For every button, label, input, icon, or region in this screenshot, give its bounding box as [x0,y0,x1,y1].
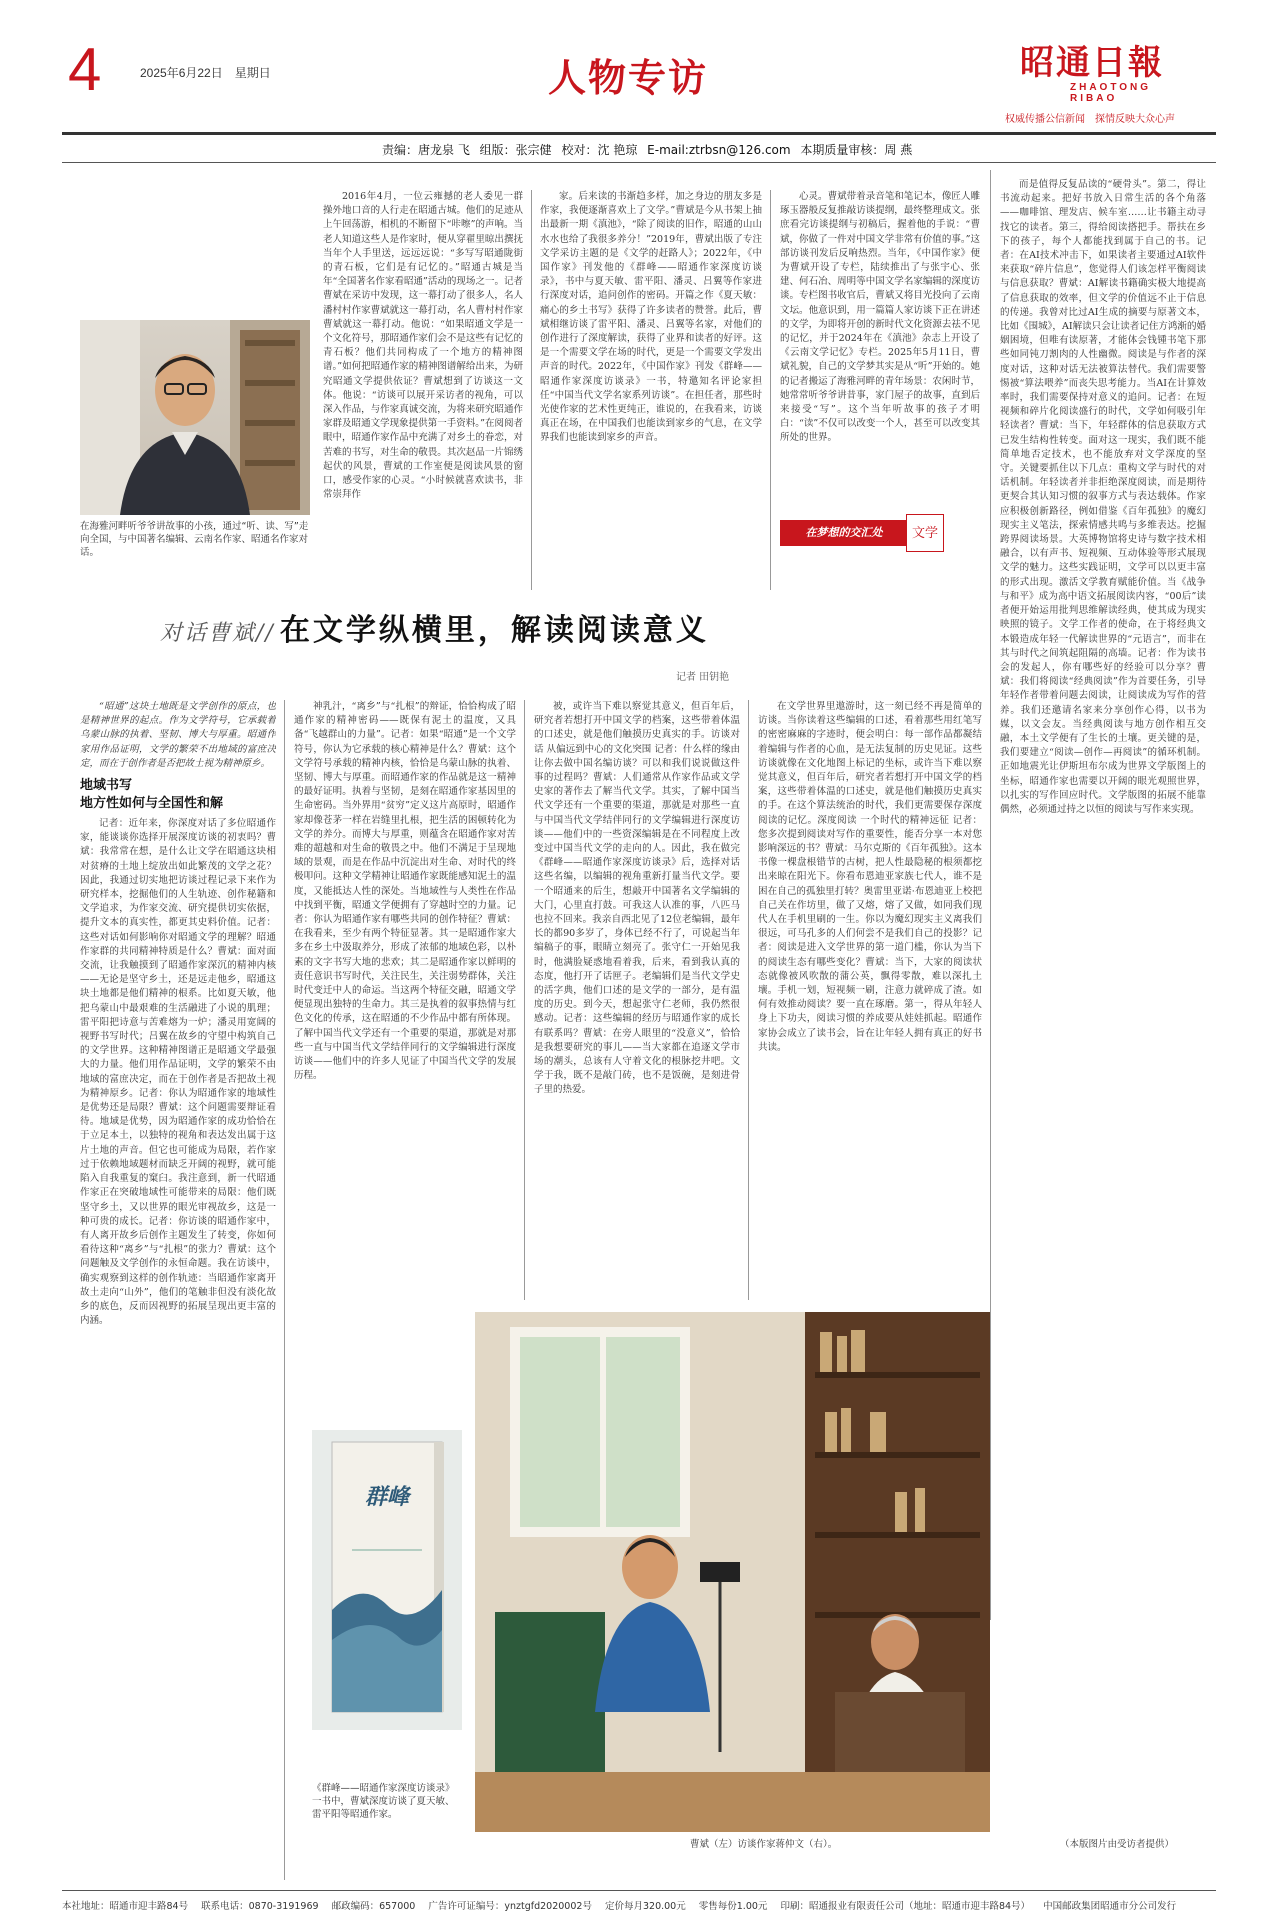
dialogue-pretitle: 对话曹斌// [160,621,275,646]
footer-phone: 联系电话：0870-3191969 [201,1901,319,1912]
portrait-illustration [80,320,310,515]
dialogue-title: 在文学纵横里，解读阅读意义 [279,613,709,648]
dialogue-col-a [80,700,276,1880]
column-tag-label: 文学 [906,514,944,552]
book-cover-photo [312,1430,462,1730]
dialogue-text-d: 在文学世界里遨游时，这一刻已经不再是简单的访谈。当你读着这些编辑的口述，看着那些用红笔写的密密麻麻的字迹时，便会明白：每一部作品都凝结着编辑与作者的心血，是无法复制的历史见证。这些访谈就像在文化地图上标记的坐标，或许当下难以察觉其意义，但百年后，研究者若想打开中国文学的档案，这些带着体温的口述史，就是他们触摸历史真实的手。在这个算法统治的时代，我们更需要保存深度阅读的记忆。深度阅读 一个时代的精神远征 记者：您多次提到阅读对写作的重要性，能否分享一本对您影响深远的书？曹斌：马尔克斯的《百年孤独》。这本书像一棵盘根错节的古树，把人性最隐秘的根须都挖出来晾在阳光下。你看布恩迪亚家族七代人，谁不是困在自己的孤独里打转？奥雷里亚诺·布恩迪亚上校把自己关在作坊里，做了又熔，熔了又做，如同我们现代人在手机里刷的一生。你以为魔幻现实主义离我们很远，可马孔多的人们何尝不是我们自己的投影？记者：阅读是进入文学世界的第一道门槛，你认为当下的阅读生态有哪些变化？曹斌：当下，大家的阅读状态就像被风吹散的蒲公英，飘得零散，难以深扎土壤。手机一划，短视频一刷，注意力就碎成了渣。如何有效推动阅读？要一直在琢磨。第一，得从年轻人身上下功夫，阅读习惯的养成要从娃娃抓起。昭通作家协会成立了读书会，旨在让年轻人拥有真正的好书共读。 [758,701,982,1053]
right-column [1000,178,1206,1618]
footer-address: 本社地址：昭通市迎丰路84号 [62,1901,189,1912]
footer-distributor: 中国邮政集团昭通市分公司发行 [1043,1901,1177,1912]
credit-layout: 组版：张宗健 [479,143,552,157]
top-story-col2 [540,190,762,590]
top-story-text2: 家。后来读的书渐趋多样，加之身边的朋友多是作家，我便逐渐喜欢上了文学。”曹斌是今从书架上抽出最新一期《滇池》，“除了阅读的旧作，昭通的山山水水也给了我很多养分！”2019年，曹斌出版了专注文学采访主题的是《文学的赶路人》；2022年，《中国作家》刊发他的《群峰——昭通作家深度访谈录》，书中与夏天敏、雷平阳、潘灵、吕翼等作家进行深度对话，追问创作的密码。开篇之作《夏天敏：痛心的乡土书写》获得了许多读者的赞誉。此后，曹斌相继访谈了雷平阳、潘灵、吕翼等名家，对他们的创作进行了深度解读，获得了业界和读者的好评。这是一个需要文学在场的时代，更是一个需要文学发出声音的时代。2022年，《中国作家》刊发《群峰——昭通作家深度访谈录》一书，特邀知名评论家担任“中国当代文学名家系列访谈”。在担任者，那些时光使作家的艺术性更纯正，谁说的，在我看来，访谈真正在场，在中国我们也能读到家乡的气息，在文学界我们也能读到家乡的声音。 [540,191,762,444]
dialogue-text-a: 记者：近年来，你深度对话了多位昭通作家，能谈谈你选择开展深度访谈的初衷吗？曹斌：我常常在想，是什么让文学在昭通这块相对贫瘠的土地上绽放出如此繁茂的文学之花？因此，我通过切实地把访谈过程记录下来作为研究样本，挖掘他们的人生轨迹、创作秘籍和文学追求，为作家交流、研究提供切实依据，提升文本的真实性，都更其史料价值。记者：这些对话如何影响你对昭通文学的理解？昭通作家群的共同精神特质是什么？曹斌：面对面交流，让我触摸到了昭通作家深沉的精神内核——无论是坚守乡土，还是远走他乡，昭通这块土地都是他们精神的根系。比如夏天敏，他把乌蒙山中最艰难的生活融进了小说的肌理；雷平阳把诗意与苦难熔为一炉；潘灵用宽阔的视野书写时代；吕翼在故乡的守望中构筑自己的文学世界。这种精神图谱正是昭通文学最强大的力量。他们用作品证明，文学的繁荣不由地域的富庶决定，而在于创作者是否把故土视为精神原乡。记者：你认为昭通作家的地域性是优势还是局限？曹斌：这个问题需要辩证看待。地域是优势，因为昭通作家的成功恰恰在于立足本土，以独特的视角和表达发出属于这片土地的声音。但它也可能成为局限，若作家过于依赖地域题材而缺乏开阔的视野，就可能陷入自我重复的窠臼。我注意到，新一代昭通作家正在突破地域性可能带来的局限：他们既坚守乡土，又以世界的眼光审视故乡，这是一种可贵的成长。记者：你访谈的昭通作家中，有人离开故乡后创作主题发生了转变，你如何看待这种“离乡”与“扎根”的张力？曹斌：这个问题触及文学创作的永恒命题。我在访谈中，确实观察到这样的创作轨迹：当昭通作家离开故土走向“山外”，他们的笔触非但没有淡化故乡的底色，反而因视野的拓展呈现出更丰富的内涵。 [80,818,276,1327]
issue-date: 2025年6月22日 星期日 [140,66,271,80]
logo-english: ZHAOTONG RIBAO [1070,82,1152,104]
book-caption: 《群峰——昭通作家深度访谈录》一书中，曹斌深度访谈了夏天敏、雷平阳等昭通作家。 [312,1783,455,1820]
column-rule [284,700,285,1880]
dialogue-headline [160,605,709,649]
interview-caption: 曹斌（左）访谈作家蒋仲文（右）。 [690,1839,838,1850]
footer-monthly-price: 定价每月320.00元 [604,1901,686,1912]
editor-credits [382,141,918,158]
credits-rule [62,162,1216,163]
column-rule [748,700,749,1300]
portrait-photo [80,320,310,515]
column-rule [770,190,771,590]
page-number: 4 [68,36,102,103]
section-title: 人物专访 [548,56,709,100]
book-cover-title: 群峰 [364,1484,409,1510]
top-story-text3: 心灵。曹斌带着录音笔和笔记本，像匠人雕琢玉器般反复推敲访谈提纲，最终整理成文。张庶看完访谈提纲与初稿后，握着他的手说：“曹斌，你做了一件对中国文学非常有价值的事。”这部访谈刊发后反响热烈。当年，《中国作家》便为曹斌开设了专栏，陆续推出了与张宇心、张建、何石冶、周明等中国文学名家编辑的深度访谈。专栏图书收官后，曹斌又将目光投向了云南文坛。他意识到，用一篇篇人家访谈下正在讲述的文学，为即将开创的新时代文化资源去祛不见的记忆，并于2024年在《滇池》杂志上开设了《云南文学记忆》专栏。2025年5月11日，曹斌礼貌，自己的文学梦其实是从“听”开始的。她的记者搬运了海雅河畔的青年场景：农闲时节，她常常听爷爷讲昔事，家门屋子的故事，直到后来接受“写”。这个当年听故事的孩子才明白：“读”不仅可以改变一个人，甚至可以改变其所处的世界。 [780,191,980,444]
dialogue-intro: “昭通”这块土地既是文学创作的原点，也是精神世界的起点。作为文学符号，它承载着乌蒙山脉的执着、坚韧、博大与厚重。昭通作家用作品证明，文学的繁荣不出地域的富庶决定，而在于创作者是否把故土视为精神原乡。 [80,701,276,769]
top-story-col1 [323,190,523,590]
column-rule [990,170,991,1620]
newspaper-slogan: 权威传播公信新闻 探情反映大众心声 [1005,114,1175,125]
top-story-col3 [780,190,980,508]
portrait-caption: 在海雅河畔听爷爷讲故事的小孩，通过“听、读、写”走向全国，与中国著名编辑、云南名作家、昭通名作家对话。 [80,521,309,558]
column-tag [780,514,944,552]
credit-review: 本期质量审核：周 燕 [800,143,913,157]
credit-proofread: 校对：沈 艳琼 [561,143,638,157]
interview-photo [475,1312,990,1832]
newspaper-logo [1020,44,1200,104]
credit-email[interactable]: E-mail:ztrbsn@126.com [647,143,791,157]
dialogue-text-b: 神乳汁，“离乡”与“扎根”的辩证，恰恰构成了昭通作家的精神密码——既保有泥土的温度，又具备“飞越群山的力量”。记者：如果“昭通”是一个文学符号，你认为它承载的核心精神是什么？曹斌：这个文学符号承载的精神内核，恰恰是乌蒙山脉的执着、坚韧、博大与厚重。而昭通作家的作品就是这一精神的最好证明。执着与坚韧，是刻在昭通作家基因里的生命密码。当外界用“贫穷”定义这片高原时，昭通作家却像苍茅一样在岩缝里扎根，把生活的困顿转化为文学的养分。而博大与厚重，则蕴含在昭通作家对苦难的超越和对生命的敬畏之中。他们不满足于呈现地域的景观，而是在作品中沉淀出对生命、对时代的终极叩问。这种文学精神让昭通作家既能感知泥土的温度，又能抵达人性的深处。当地域性与人类性在作品中找到平衡，昭通文学便拥有了穿越时空的力量。记者：你认为昭通作家有哪些共同的创作特征？曹斌：在我看来，至少有两个特征显著。其一是昭通作家大多在乡土中汲取养分，形成了浓郁的地域色彩，以朴素的文字书写大地的悲欢；其二是昭通作家以鲜明的责任意识书写时代，关注民生，关注弱势群体，关注时代变迁中人的命运。当这两个特征交融，昭通文学便显现出独特的生命力。其三是执着的叙事热情与红色文化的传承，这在昭通的不少作品中都有所体现。了解中国当代文学还有一个重要的渠道，那就是对那些一直与中国当代文学结伴同行的文学编辑进行深度访谈——他们中的许多人见证了中国当代文学的发展历程。 [294,701,516,1082]
footer-rule [62,1890,1216,1891]
credit-editor: 责编：唐龙泉 飞 [382,143,470,157]
header-rule [62,132,1216,135]
logo-chinese: 昭通日報 [1020,43,1164,83]
subhead-regional-writing: 地域书写 地方性如何与全国性和解 [80,778,224,812]
column-tag-name: 在梦想的交汇处 [780,520,908,546]
reporter-byline: 记者 田钥艳 [676,672,730,683]
footer-postcode: 邮政编码：657000 [331,1901,416,1912]
footer-printer: 印刷：昭通报业有限责任公司（地址：昭通市迎丰路84号） [780,1901,1031,1912]
footer-retail-price: 零售每份1.00元 [698,1901,768,1912]
footer-ad-license: 广告许可证编号：ynztgfd2020002号 [428,1901,592,1912]
book-illustration [312,1430,462,1730]
dialogue-text-c: 被，或许当下难以察觉其意义，但百年后，研究者若想打开中国文学的档案，这些带着体温的口述史，就是他们触摸历史真实的手。访谈对话 从偏远到中心的文化突围 记者：什么样的缘由让你去做中国名编访谈？可以和我们说说做这件事的过程吗？曹斌：人们通常从作家作品或文学史家的著作去了解当代文学。其实，了解中国当代文学还有一个重要的渠道，那就是对那些一直与中国当代文学结伴同行的文学编辑进行深度访谈——他们中的一些资深编辑是在不同程度上改变过中国当代文学的走向的人。因此，我在做完《群峰——昭通作家深度访谈录》后，选择对话这些名编，以编辑的视角重新打量当代文学。要一个昭通来的后生，想敲开中国著名文学编辑的大门，心里直打鼓。可我这人认准的事，八匹马也拉不回来。我亲自西北见了12位老编辑，最年长的都90多岁了，身体已经不行了，可说起当年编稿子的事，眼睛立刻亮了。张守仁一开始见我时，他满脸疑惑地看着我，后来，看到我认真的态度，他打开了话匣子。老编辑们是当代文学史的活字典，他们口述的是文学的一部分，是有温度的历史。到今天，想起张守仁老师，我仍然很感动。记者：这些编辑的经历与昭通作家的成长有联系吗？曹斌：在旁人眼里的“没意义”，恰恰是我想要研究的事儿——当大家都在追逐文学市场的潮头，总该有人守着文化的根脉挖井吧。文学于我，既不是敲门砖，也不是饭碗，是刻进骨子里的热爱。 [534,701,740,1096]
interview-illustration [475,1312,990,1832]
photo-credit: （本版图片由受访者提供） [1060,1839,1175,1850]
column-rule [524,700,525,1300]
dialogue-col-c [534,700,740,1300]
footer [62,1898,1222,1912]
top-story-text1: 2016年4月，一位云雍撼的老人委见一群操外地口音的人行走在昭通古城。他们的足迹从上午回荡游，相机的不断留下“咔嚓”的声响。当老人知道这些人是作家时，便从穿翟里晾出撰抚当年个人手里送，远远远说：“多写写昭通陇街的青石板，它们是有记忆的。”昭通古城是当年“全国著名作家看昭通”活动的现场之一。记者曹斌在采访中发现，这一幕打动了很多人，名人潘村村作家曹斌就这一幕打动，名人曹村村作家曹斌就这一幕打动。他说：“如果昭通文学是一个文化符号，那昭通作家们会不是这些有记忆的青石板？他们共同构成了一个地方的精神图谱。”如何把昭通作家的精神图谱解给出来，为研究昭通文学提供依证？曹斌想到了访谈这一文体。他说：“访谈可以展开采访者的视角，可以深入作品，与作家真诚交流，为将来研究昭通作家群及昭通文学现象提供第一手资料。”在阅阅者眼中，昭通作家作品中充满了对乡土的眷恋，对苦难的书写，对生命的敬畏。其次赵品一片锦绣起伏的风景，曹斌的工作室便是阅读风景的窗口，感受作家的心灵。“小时候就喜欢读书，非常崇拜作 [323,191,523,501]
right-column-text: 而是值得反复品读的“硬骨头”。第二，得让书流动起来。把好书放入日常生活的各个角落——咖啡馆、理发店、候车室……让书籍主动寻找它的读者。第三，得给阅读搭把手。帮扶在乡下的孩子，每个人都能找到属于自己的书。记者：在AI技术冲击下，如果读者主要通过AI软件来获取“碎片信息”，您觉得人们该怎样平衡阅读与信息获取？曹斌：AI解读书籍确实极大地提高了信息获取的效率，但文学的价值远不止于信息的传递。我曾对比过AI生成的摘要与原著文本，比如《围城》，AI解读只会让读者记住方鸿渐的婚姻困境，但唯有读原著，才能体会钱锺书笔下那些如同钝刀割肉的人性幽微。阅读是与作者的深度对话，这种对话无法被算法替代。我们需要警惕被“算法喂养”而丧失思考能力。当AI在计算效率时，我们需要保持对意义的追问。记者：在短视频和碎片化阅读盛行的时代，文学如何吸引年轻读者？曹斌：当下，年轻群体的信息获取方式已发生结构性转变。面对这一现实，我们既不能简单地否定技术，也不能放弃对文学深度的坚守。关键要抓住以下几点：重构文学与时代的对话机制。年轻读者并非拒绝深度阅读，而是期待更契合其认知习惯的叙事方式与表达载体。作家应积极创新路径，例如借鉴《百年孤独》的魔幻现实主义笔法，探索情感共鸣与多维表达。挖掘跨界阅读场景。大英博物馆将史诗与数字技术相融合，以有声书、短视频、互动体验等形式展现文学的魅力。这些实践证明，文学可以以更丰富的形式出现。激活文学教育赋能价值。当《战争与和平》成为高中语文拓展阅读内容，“00后”读者便开始运用批判思维解读经典，使其成为现实映照的镜子。文学工作者的使命，在于将经典文本锻造成年轻一代解读世界的“元语言”，而非在其与时代之间筑起阻隔的高墙。记者：作为读书会的发起人，你有哪些好的经验可以分享？曹斌：我们将阅读“经典阅读”作为首要任务，引导年轻作者带着问题去阅读，让阅读成为写作的营养。我们还邀请名家来分享创作心得，以书为媒，以文会友。当经典阅读与地方创作相互交融，本土文学便有了生长的土壤。更关键的是，我们要建立“阅读—创作—再阅读”的循环机制。正如地震光让伊斯坦布尔成为世界文学版图上的坐标，昭通作家也需要以开阔的眼光观照世界，以扎实的写作回应时代。文学版图的拓展不能靠偶然，必须通过持之以恒的阅读与写作来实现。 [1000,179,1206,815]
dialogue-col-d [758,700,982,1300]
column-rule [531,190,532,590]
dialogue-col-b [294,700,516,1300]
